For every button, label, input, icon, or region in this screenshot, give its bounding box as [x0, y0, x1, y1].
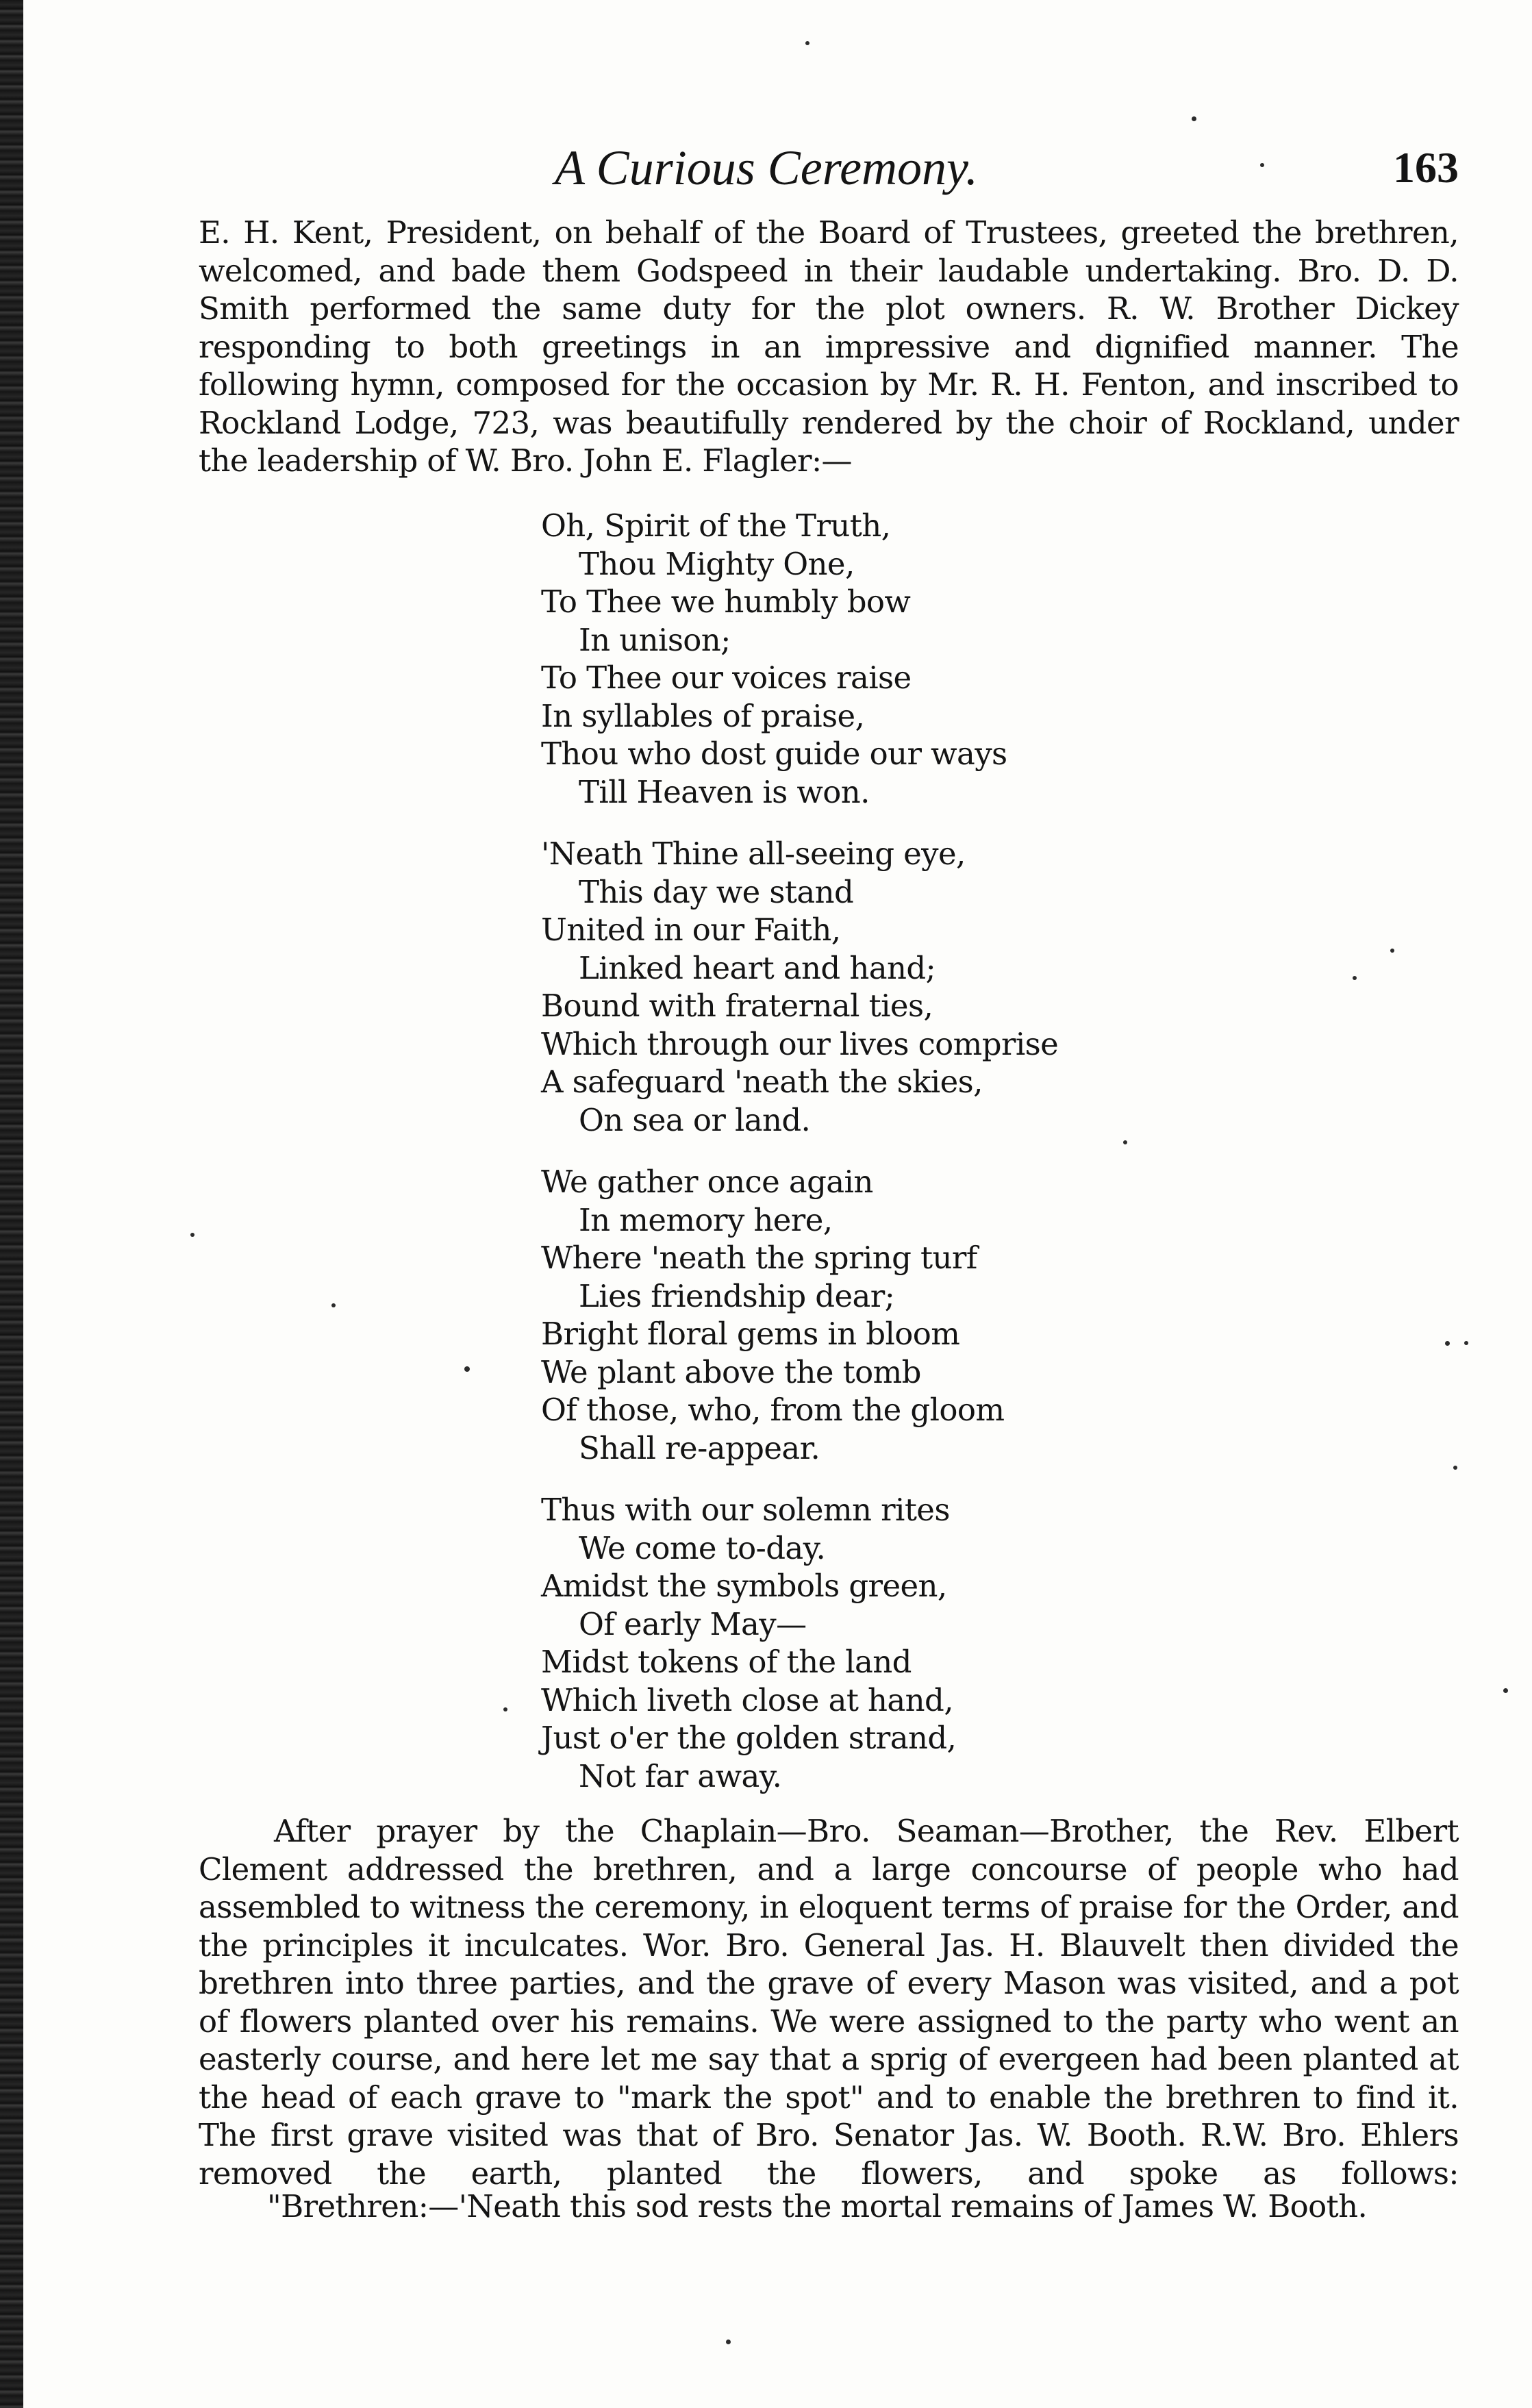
scan-speck: [1453, 1466, 1457, 1470]
hymn-line: Bright floral gems in bloom: [541, 1316, 960, 1352]
hymn-line: To Thee our voices raise: [541, 660, 912, 696]
hymn-line: Which liveth close at hand,: [541, 1681, 953, 1718]
hymn-line: Of those, who, from the gloom: [541, 1392, 1005, 1428]
scan-speck: [190, 1233, 194, 1237]
after-hymn-paragraph: After prayer by the Chaplain—Bro. Seaman—Brother, the Rev. Elbert Clement addressed the brethren, and a large concourse of people who had assembled to witness the ceremony, in eloquent terms of praise for the Order, and the principles it inculcates. Wor. Bro. General Jas. H. Blauvelt then divided the brethren into three parties, and the grave of every Mason was visited, and a pot of flowers planted over his remains. We were assigned to the party who went an easterly course, and here let me say that a sprig of evergeen had been planted at the head of each grave to "mark the spot" and to enable the brethren to find it. The first grave visited was that of Bro. Senator Jas. W. Booth. R.W. Bro. Ehlers removed the earth, planted the flowers, and spoke as follows:: [199, 1813, 1459, 2192]
running-head-title: A Curious Ceremony.: [555, 140, 979, 195]
hymn-stanza-2: [541, 835, 1363, 1139]
hymn-line: Linked heart and hand;: [579, 949, 936, 986]
hymn-stanza-1: [541, 507, 1363, 811]
scan-speck: [1445, 1341, 1450, 1346]
scan-speck: [1123, 1140, 1127, 1144]
scan-speck: [1192, 116, 1196, 121]
hymn-line: A safeguard 'neath the skies,: [541, 1064, 983, 1100]
hymn-line: Where 'neath the spring turf: [541, 1240, 977, 1276]
page-binding-edge: [0, 0, 23, 2408]
scan-speck: [464, 1366, 470, 1372]
hymn-line: Amidst the symbols green,: [541, 1568, 947, 1604]
hymn-stanza-4: [541, 1491, 1363, 1795]
hymn-line: Till Heaven is won.: [579, 773, 870, 810]
scan-speck: [1503, 1688, 1508, 1693]
hymn: [541, 507, 1363, 1819]
scan-speck: [805, 41, 809, 45]
scan-speck: [726, 2340, 731, 2344]
scan-speck: [331, 1303, 336, 1307]
hymn-line: Not far away.: [579, 1757, 782, 1794]
hymn-line: Thou who dost guide our ways: [541, 736, 1007, 772]
hymn-line: In syllables of praise,: [541, 697, 865, 734]
hymn-line: Shall re-appear.: [579, 1429, 820, 1466]
hymn-line: United in our Faith,: [541, 912, 841, 948]
hymn-line: This day we stand: [579, 873, 854, 910]
scan-speck: [503, 1707, 507, 1711]
page-number: 163: [1393, 143, 1459, 192]
hymn-line: To Thee we humbly bow: [541, 584, 911, 620]
hymn-line: Thus with our solemn rites: [541, 1492, 950, 1528]
intro-paragraph: E. H. Kent, President, on behalf of the Board of Trustees, greeted the brethren, welcomed, and bade them Godspeed in their laudable undertaking. Bro. D. D. Smith performed the same duty for the plot owners. R. W. Brother Dickey responding to both greetings in an impressive and dignified manner. The following hymn, composed for the occasion by Mr. R. H. Fenton, and inscribed to Rockland Lodge, 723, was beautifully rendered by the choir of Rockland, under the leadership of W. Bro. John E. Flagler:—: [199, 214, 1459, 479]
hymn-line: Lies friendship dear;: [579, 1277, 895, 1314]
hymn-line: Oh, Spirit of the Truth,: [541, 507, 891, 544]
scan-speck: [1260, 163, 1264, 167]
hymn-line: We plant above the tomb: [541, 1353, 921, 1390]
hymn-line: Just o'er the golden strand,: [541, 1720, 957, 1756]
hymn-line: Midst tokens of the land: [541, 1644, 912, 1680]
scan-speck: [1464, 1341, 1468, 1345]
hymn-line: We gather once again: [541, 1164, 873, 1200]
scan-speck: [1353, 976, 1357, 980]
hymn-line: On sea or land.: [579, 1101, 811, 1138]
hymn-line: Which through our lives comprise: [541, 1025, 1059, 1062]
hymn-line: Thou Mighty One,: [579, 545, 855, 582]
hymn-line: We come to-day.: [579, 1529, 826, 1566]
hymn-line: In unison;: [579, 621, 731, 658]
hymn-line: In memory here,: [579, 1201, 833, 1238]
hymn-stanza-3: [541, 1163, 1363, 1467]
hymn-line: 'Neath Thine all-seeing eye,: [541, 836, 966, 872]
hymn-line: Bound with fraternal ties,: [541, 988, 933, 1024]
running-head: [199, 137, 1459, 199]
hymn-line: Of early May—: [579, 1605, 807, 1642]
closing-line: "Brethren:—'Neath this sod rests the mortal remains of James W. Booth.: [267, 2188, 1368, 2224]
scan-speck: [1390, 949, 1394, 953]
